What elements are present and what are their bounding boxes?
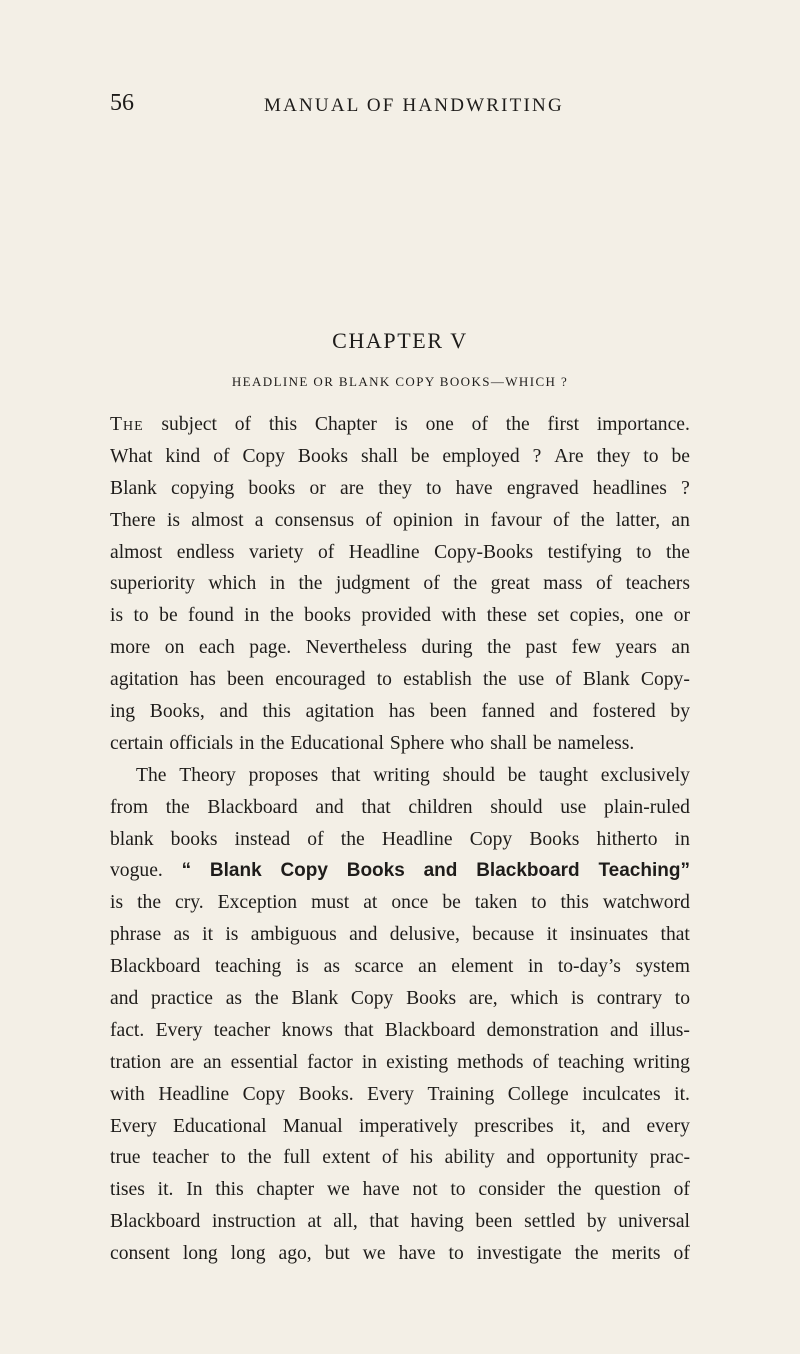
- text-line: consent long long ago, but we have to investigate the merits of: [110, 1243, 690, 1265]
- chapter-title: CHAPTER V: [332, 328, 468, 353]
- text-line: is the cry. Exception must at once be taken to this watchword: [110, 892, 690, 914]
- text-line: true teacher to the full extent of his ability and opportunity prac-: [110, 1147, 690, 1169]
- text-line: superiority which in the judgment of the great mass of teachers: [110, 573, 690, 595]
- text-line: Blank copying books or are they to have engraved headlines ?: [110, 477, 690, 499]
- text-line: tration are an essential factor in existing methods of teaching writing: [110, 1051, 690, 1073]
- text-line: phrase as it is ambiguous and delusive, because it insinuates that: [110, 924, 690, 946]
- text-line: There is almost a consensus of opinion in favour of the latter, an: [110, 509, 690, 531]
- text-line: vogue. “ Blank Copy Books and Blackboard Teaching”: [110, 860, 690, 882]
- text-line: and practice as the Blank Copy Books are, which is contrary to: [110, 988, 690, 1010]
- running-head: [110, 90, 690, 122]
- body-text: [110, 409, 690, 1270]
- text-line: The Theory proposes that writing should be taught exclusively: [136, 764, 690, 786]
- text-line: Every Educational Manual imperatively prescribes it, and every: [110, 1115, 690, 1137]
- text-line: blank books instead of the Headline Copy Books hitherto in: [110, 828, 690, 850]
- text-line: tises it. In this chapter we have not to consider the question of: [110, 1179, 690, 1201]
- text-line: from the Blackboard and that children should use plain-ruled: [110, 796, 690, 818]
- chapter-subtitle: HEADLINE OR BLANK COPY BOOKS—WHICH ?: [231, 374, 569, 389]
- text-line: almost endless variety of Headline Copy-Books testifying to the: [110, 541, 690, 563]
- text-line: Blackboard teaching is as scarce an element in to-day’s system: [110, 956, 690, 978]
- running-title: MANUAL OF HANDWRITING: [264, 95, 564, 116]
- text-line: ing Books, and this agitation has been fanned and fostered by: [110, 701, 690, 723]
- text-line: more on each page. Nevertheless during the past few years an: [110, 637, 690, 659]
- text-line: The subject of this Chapter is one of the first importance.: [110, 414, 690, 435]
- page-number: 56: [110, 90, 134, 116]
- text-line: certain officials in the Educational Sphere who shall be nameless.: [110, 732, 635, 754]
- text-line: is to be found in the books provided with these set copies, one or: [110, 605, 690, 627]
- text-line: fact. Every teacher knows that Blackboard demonstration and illus-: [110, 1019, 690, 1041]
- text-line: with Headline Copy Books. Every Training College inculcates it.: [110, 1083, 690, 1105]
- text-line: What kind of Copy Books shall be employed ? Are they to be: [110, 445, 690, 467]
- text-line: Blackboard instruction at all, that having been settled by universal: [110, 1211, 690, 1233]
- text-line: agitation has been encouraged to establish the use of Blank Copy-: [110, 669, 690, 691]
